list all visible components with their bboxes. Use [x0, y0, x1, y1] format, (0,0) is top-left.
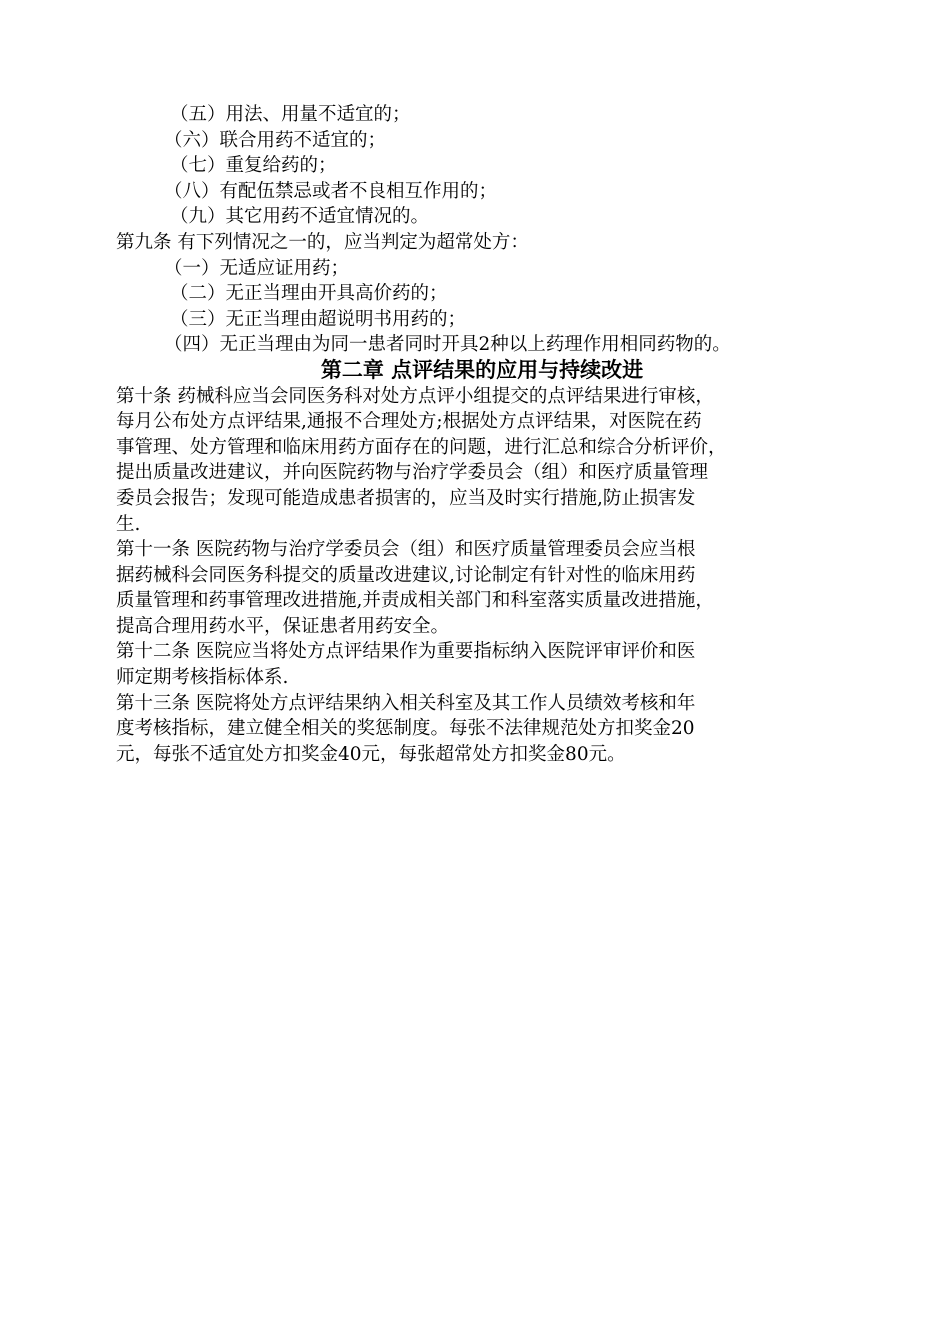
paragraph-line: 每月公布处方点评结果,通报不合理处方;根据处方点评结果，对医院在药: [116, 411, 702, 433]
paragraph-line: 事管理、处方管理和临床用药方面存在的问题，进行汇总和综合分析评价，: [116, 436, 727, 458]
paragraph-line: 师定期考核指标体系.: [116, 667, 289, 689]
paragraph-line: 第十条 药械科应当会同医务科对处方点评小组提交的点评结果进行审核，: [116, 385, 714, 407]
list-item: （六）联合用药不适宜的；: [164, 129, 387, 151]
list-item: （九）其它用药不适宜情况的。: [170, 206, 430, 228]
paragraph-line: 提出质量改进建议，并向医院药物与治疗学委员会（组）和医疗质量管理: [116, 462, 709, 484]
list-item: （一）无适应证用药；: [164, 257, 350, 279]
article-9-heading: 第九条 有下列情况之一的，应当判定为超常处方：: [116, 231, 529, 253]
article-13: [116, 691, 838, 768]
article-12: [116, 639, 838, 690]
document-body: [116, 102, 838, 767]
paragraph-line: 元，每张不适宜处方扣奖金40元，每张超常处方扣奖金80元。: [116, 743, 626, 765]
list-item: （五）用法、用量不适宜的；: [170, 104, 411, 125]
article-10: [116, 384, 838, 538]
chapter-title: 第二章 点评结果的应用与持续改进: [320, 357, 644, 382]
paragraph-line: 提高合理用药水平，保证患者用药安全。: [116, 615, 450, 637]
paragraph-line: 第十三条 医院将处方点评结果纳入相关科室及其工作人员绩效考核和年: [116, 692, 696, 714]
paragraph-line: 委员会报告；发现可能造成患者损害的，应当及时实行措施,防止损害发: [116, 487, 696, 509]
list-item: （八）有配伍禁忌或者不良相互作用的；: [164, 180, 498, 202]
paragraph-line: 第十一条 医院药物与治疗学委员会（组）和医疗质量管理委员会应当根: [116, 539, 696, 561]
paragraph-line: 质量管理和药事管理改进措施,并责成相关部门和科室落实质量改进措施，: [116, 590, 714, 612]
list-item: （二）无正当理由开具高价药的；: [170, 283, 448, 305]
list-item: （七）重复给药的；: [170, 155, 337, 177]
list-item: （四）无正当理由为同一患者同时开具2种以上药理作用相同药物的。: [164, 334, 731, 356]
paragraph-line: 据药械科会同医务科提交的质量改进建议,讨论制定有针对性的临床用药: [116, 564, 696, 586]
paragraph-line: 生.: [116, 513, 141, 535]
list-item: （三）无正当理由超说明书用药的；: [170, 308, 467, 330]
paragraph-line: 度考核指标，建立健全相关的奖惩制度。每张不法律规范处方扣奖金20: [116, 718, 695, 740]
article-11: [116, 537, 838, 639]
paragraph-line: 第十二条 医院应当将处方点评结果作为重要指标纳入医院评审评价和医: [116, 641, 696, 663]
